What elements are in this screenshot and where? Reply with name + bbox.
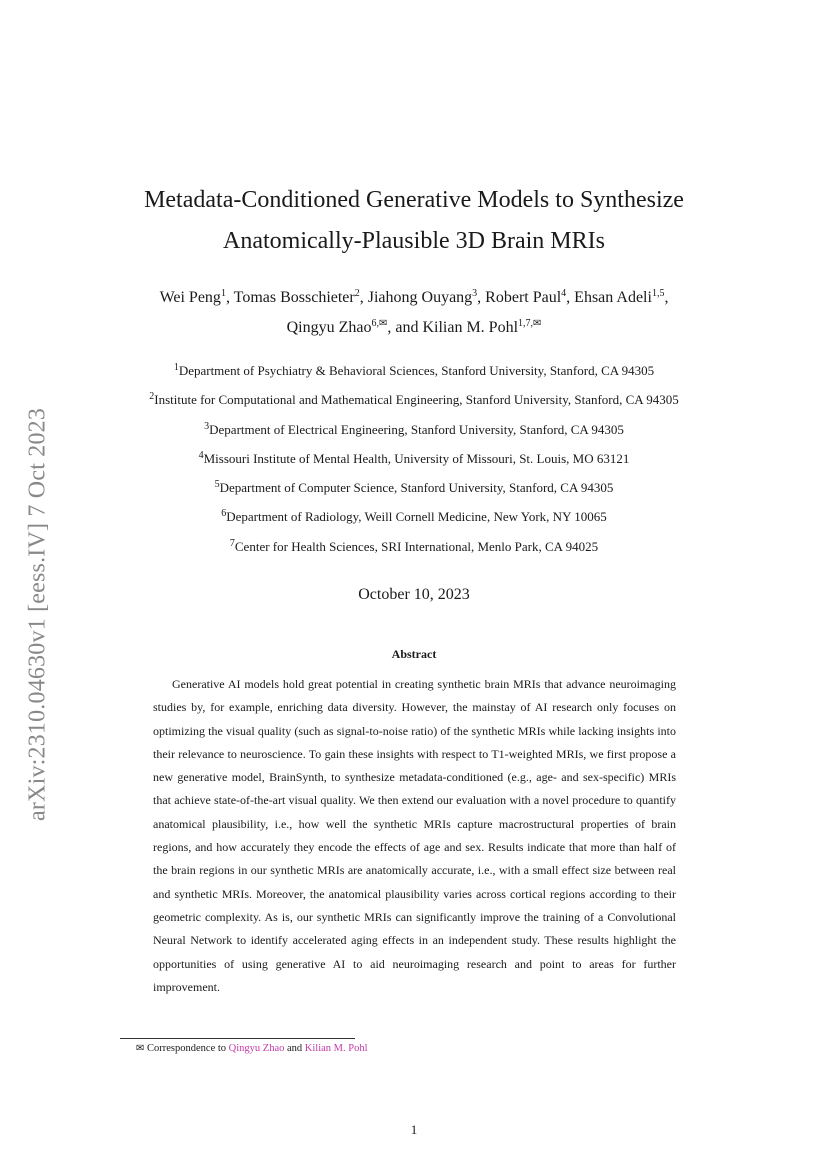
affiliation-item (70, 502, 758, 531)
affiliation-list (70, 356, 758, 561)
author-affiliation-sup: 1,5 (651, 288, 665, 299)
affiliation-text: Institute for Computational and Mathematical Engineering, Stanford University, Stanford, CA 94305 (154, 392, 679, 408)
correspondence-footnote (136, 1042, 636, 1056)
affiliation-text: Missouri Institute of Mental Health, University of Missouri, St. Louis, MO 63121 (203, 450, 630, 466)
footnote-prefix: Correspondence to (147, 1043, 227, 1054)
publication-date: October 10, 2023 (358, 586, 470, 603)
author-name: Kilian M. Pohl (422, 319, 519, 336)
author-line-1 (70, 283, 758, 313)
footnote-divider (120, 1038, 355, 1039)
page-number: 1 (410, 1122, 418, 1137)
affiliation-text: Department of Radiology, Weill Cornell Medicine, New York, NY 10065 (226, 509, 607, 525)
author-separator: , (225, 289, 234, 306)
author-list (70, 283, 758, 343)
affiliation-item (70, 356, 758, 385)
affiliation-number: 3 (204, 420, 210, 432)
affiliation-number: 4 (198, 449, 204, 461)
affiliation-item (70, 532, 758, 561)
author-name: Robert Paul (485, 289, 562, 306)
author-affiliation-sup: 2 (354, 288, 360, 299)
affiliation-number: 2 (149, 391, 155, 403)
title-line-2: Anatomically-Plausible 3D Brain MRIs (223, 228, 605, 254)
affiliation-item (70, 444, 758, 473)
affiliation-item (70, 385, 758, 414)
footnote-conjunction: and (287, 1043, 303, 1054)
author-affiliation-sup: 3 (472, 288, 478, 299)
author-separator: , and (387, 319, 423, 336)
abstract-text: Generative AI models hold great potential in creating synthetic brain MRIs that advance neuroimaging studies by, for example, enriching data diversity. However, the mainstay of AI research only focuses on optimizing the visual quality (such as signal-to-noise ratio) of the synthetic MRIs while lacking insights into their relevance to neuroscience. To gain these insights with respect to T1-weighted MRIs, we first propose a new generative model, BrainSynth, to synthesize metadata-conditioned (e.g., age- and sex-specific) MRIs that achieve state-of-the-art visual quality. We then extend our evaluation with a novel procedure to quantify anatomical plausibility, i.e., how well the synthetic MRIs capture macrostructural properties of brain regions, and how accurately they encode the effects of age and sex. Results indicate that more than half of the brain regions in our synthetic MRIs are anatomically accurate, i.e., with a small effect size between real and synthetic MRIs. Moreover, the anatomical plausibility varies across cortical regions according to their geometric complexity. As is, our synthetic MRIs can significantly improve the training of a Convolutional Neural Network to identify accelerated aging effects in an independent study. These results highlight the opportunities of using generative AI to aid neuroimaging research and point to areas for further improvement. (153, 677, 676, 994)
affiliation-item (70, 473, 758, 502)
affiliation-number: 1 (173, 362, 179, 373)
affiliation-text: Department of Psychiatry & Behavioral Sciences, Stanford University, Stanford, CA 94305 (178, 363, 655, 378)
author-separator: , (566, 289, 575, 306)
affiliation-number: 6 (221, 508, 227, 520)
author-name: Qingyu Zhao (286, 319, 372, 336)
envelope-icon: ✉ (533, 318, 542, 329)
affiliation-number: 5 (214, 479, 220, 491)
affiliation-number: 7 (229, 537, 235, 549)
correspondence-link-pohl[interactable]: Kilian M. Pohl (304, 1043, 368, 1054)
paper-title (80, 180, 748, 262)
envelope-icon: ✉ (136, 1043, 145, 1054)
author-line-2 (70, 313, 758, 343)
author-separator: , (664, 289, 669, 306)
author-affiliation-sup: 4 (561, 288, 567, 299)
affiliation-item (70, 415, 758, 444)
envelope-icon: ✉ (378, 318, 388, 329)
author-name: Ehsan Adeli (574, 289, 652, 306)
arxiv-identifier: arXiv:2310.04630v1 [eess.IV] 7 Oct 2023 (24, 407, 51, 822)
affiliation-text: Department of Computer Science, Stanford University, Stanford, CA 94305 (219, 480, 614, 496)
author-separator: , (359, 289, 368, 306)
author-affiliation-sup: 1 (220, 288, 226, 299)
affiliation-text: Department of Electrical Engineering, Stanford University, Stanford, CA 94305 (209, 421, 624, 437)
abstract-heading: Abstract (391, 647, 437, 661)
author-name: Tomas Bosschieter (233, 289, 355, 306)
author-affiliation-sup: 6, (371, 318, 379, 329)
author-affiliation-sup: 1,7, (518, 318, 534, 329)
title-line-1: Metadata-Conditioned Generative Models to Synthesize (144, 187, 684, 213)
correspondence-link-zhao[interactable]: Qingyu Zhao (228, 1043, 285, 1054)
author-name: Wei Peng (159, 289, 221, 306)
affiliation-text: Center for Health Sciences, SRI International, Menlo Park, CA 94025 (234, 538, 599, 554)
author-separator: , (477, 289, 486, 306)
author-name: Jiahong Ouyang (367, 289, 473, 306)
